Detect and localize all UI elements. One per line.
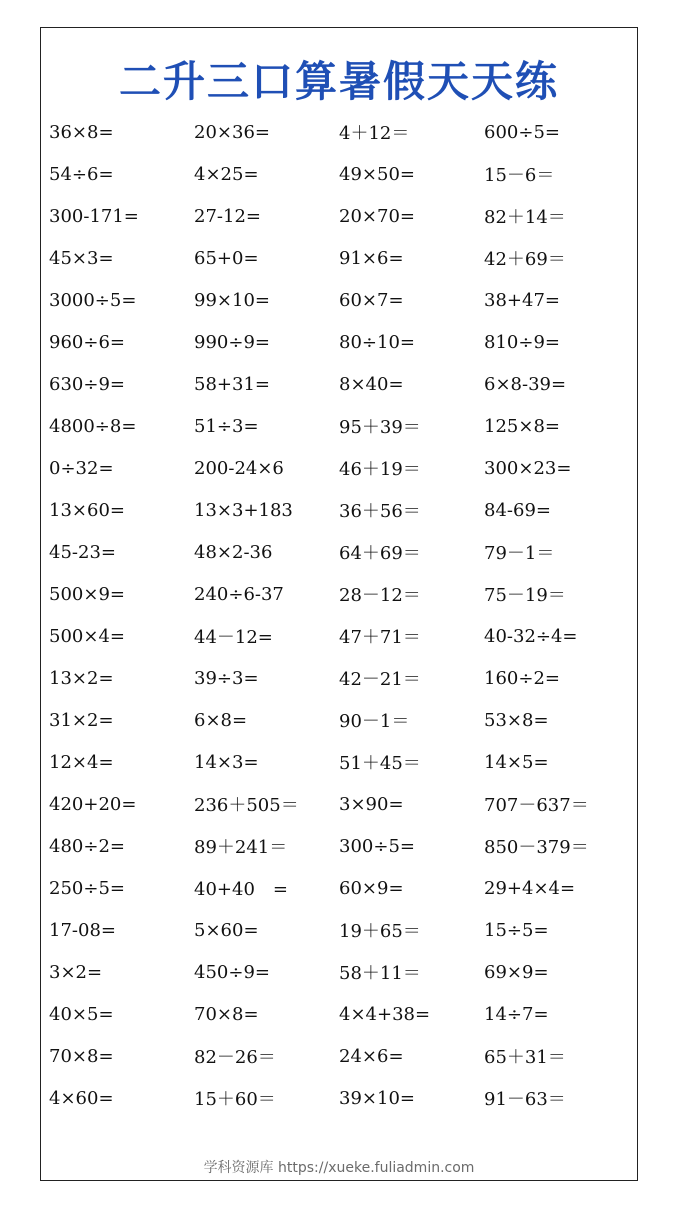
math-problem: 47＋71＝ <box>339 627 421 648</box>
math-problem: 500×4= <box>49 625 125 647</box>
math-problem: 3×2= <box>49 961 103 983</box>
math-problem: 42＋69＝ <box>484 249 566 270</box>
problem-row <box>49 405 629 447</box>
problem-row <box>49 867 629 909</box>
math-problem: 89＋241＝ <box>194 837 288 858</box>
problem-row <box>49 657 629 699</box>
math-problem: 99×10= <box>194 289 270 311</box>
math-problem: 58+31= <box>194 373 270 395</box>
problem-row <box>49 783 629 825</box>
math-problem: 58＋11＝ <box>339 963 421 984</box>
math-problem: 600÷5= <box>484 121 560 143</box>
problem-row <box>49 741 629 783</box>
math-problem: 84-69= <box>484 499 551 521</box>
math-problem: 79－1＝ <box>484 543 555 564</box>
math-problem: 36＋56＝ <box>339 501 421 522</box>
math-problem: 42－21＝ <box>339 669 421 690</box>
math-problem: 91－63＝ <box>484 1089 566 1110</box>
problem-row <box>49 699 629 741</box>
math-problem: 810÷9= <box>484 331 560 353</box>
math-problem: 420+20= <box>49 793 137 815</box>
math-problem: 13×3+183 <box>194 499 293 521</box>
footer-source: 学科资源库 https://xueke.fuliadmin.com <box>203 1160 475 1176</box>
math-problem: 29+4×4= <box>484 877 576 899</box>
math-problem: 95＋39＝ <box>339 417 421 438</box>
worksheet-title: 二升三口算暑假天天练 <box>118 57 559 106</box>
math-problem: 40-32÷4= <box>484 625 578 647</box>
math-problem: 91×6= <box>339 247 404 269</box>
math-problem: 60×7= <box>339 289 404 311</box>
math-problem: 69×9= <box>484 961 549 983</box>
math-problem: 990÷9= <box>194 331 270 353</box>
problem-row <box>49 1077 629 1119</box>
math-problem: 70×8= <box>194 1003 259 1025</box>
math-problem: 90－1＝ <box>339 711 410 732</box>
math-problem: 20×36= <box>194 121 270 143</box>
math-problem: 27-12= <box>194 205 261 227</box>
math-problem: 39÷3= <box>194 667 259 689</box>
math-problem: 70×8= <box>49 1045 114 1067</box>
problem-row <box>49 279 629 321</box>
math-problem: 15－6＝ <box>484 165 555 186</box>
math-problem: 36×8= <box>49 121 114 143</box>
math-problem: 200-24×6 <box>194 457 284 479</box>
math-problem: 4×60= <box>49 1087 114 1109</box>
problem-row <box>49 489 629 531</box>
problem-row <box>49 531 629 573</box>
math-problem: 60×9= <box>339 877 404 899</box>
problem-row <box>49 447 629 489</box>
math-problem: 49×50= <box>339 163 415 185</box>
math-problem: 15＋60＝ <box>194 1089 276 1110</box>
math-problem: 38+47= <box>484 289 560 311</box>
math-problem: 17-08= <box>49 919 116 941</box>
math-problem: 45×3= <box>49 247 114 269</box>
problem-row <box>49 951 629 993</box>
problem-row <box>49 363 629 405</box>
math-problem: 4800÷8= <box>49 415 137 437</box>
math-problem: 13×60= <box>49 499 125 521</box>
math-problem: 3×90= <box>339 793 404 815</box>
math-problem: 4＋12＝ <box>339 123 410 144</box>
math-problem: 45-23= <box>49 541 116 563</box>
math-problem: 4×4+38= <box>339 1003 431 1025</box>
math-problem: 31×2= <box>49 709 114 731</box>
math-problem: 28－12＝ <box>339 585 421 606</box>
problem-row <box>49 195 629 237</box>
math-problem: 53×8= <box>484 709 549 731</box>
math-problem: 24×6= <box>339 1045 404 1067</box>
math-problem: 14÷7= <box>484 1003 549 1025</box>
math-problem: 39×10= <box>339 1087 415 1109</box>
math-problem: 14×3= <box>194 751 259 773</box>
math-problem: 125×8= <box>484 415 560 437</box>
math-problem: 75－19＝ <box>484 585 566 606</box>
worksheet-page <box>40 27 638 1181</box>
math-problem: 160÷2= <box>484 667 560 689</box>
math-problem: 44－12= <box>194 627 273 648</box>
math-problem: 8×40= <box>339 373 404 395</box>
math-problem: 19＋65＝ <box>339 921 421 942</box>
math-problem: 5×60= <box>194 919 259 941</box>
math-problem: 3000÷5= <box>49 289 137 311</box>
problem-row <box>49 825 629 867</box>
problem-grid <box>49 111 629 1119</box>
math-problem: 15÷5= <box>484 919 549 941</box>
problem-row <box>49 321 629 363</box>
math-problem: 500×9= <box>49 583 125 605</box>
math-problem: 54÷6= <box>49 163 114 185</box>
math-problem: 51÷3= <box>194 415 259 437</box>
math-problem: 250÷5= <box>49 877 125 899</box>
math-problem: 6×8= <box>194 709 248 731</box>
math-problem: 6×8-39= <box>484 373 567 395</box>
math-problem: 82＋14＝ <box>484 207 566 228</box>
problem-row <box>49 153 629 195</box>
math-problem: 40×5= <box>49 1003 114 1025</box>
math-problem: 82－26＝ <box>194 1047 276 1068</box>
math-problem: 240÷6-37 <box>194 583 284 605</box>
math-problem: 450÷9= <box>194 961 270 983</box>
math-problem: 960÷6= <box>49 331 125 353</box>
problem-row <box>49 573 629 615</box>
math-problem: 13×2= <box>49 667 114 689</box>
problem-row <box>49 615 629 657</box>
math-problem: 80÷10= <box>339 331 415 353</box>
math-problem: 51＋45＝ <box>339 753 421 774</box>
problem-row <box>49 909 629 951</box>
math-problem: 20×70= <box>339 205 415 227</box>
problem-row <box>49 993 629 1035</box>
math-problem: 48×2-36 <box>194 541 273 563</box>
math-problem: 4×25= <box>194 163 259 185</box>
math-problem: 707－637＝ <box>484 795 589 816</box>
problem-row <box>49 1035 629 1077</box>
math-problem: 300÷5= <box>339 835 415 857</box>
math-problem: 46＋19＝ <box>339 459 421 480</box>
math-problem: 12×4= <box>49 751 114 773</box>
problem-row <box>49 111 629 153</box>
math-problem: 480÷2= <box>49 835 125 857</box>
math-problem: 0÷32= <box>49 457 114 479</box>
math-problem: 14×5= <box>484 751 549 773</box>
math-problem: 236＋505＝ <box>194 795 299 816</box>
math-problem: 64＋69＝ <box>339 543 421 564</box>
math-problem: 65＋31＝ <box>484 1047 566 1068</box>
math-problem: 40+40 = <box>194 879 288 900</box>
math-problem: 300×23= <box>484 457 572 479</box>
math-problem: 630÷9= <box>49 373 125 395</box>
problem-row <box>49 237 629 279</box>
math-problem: 300-171= <box>49 205 139 227</box>
math-problem: 65+0= <box>194 247 259 269</box>
math-problem: 850－379＝ <box>484 837 589 858</box>
